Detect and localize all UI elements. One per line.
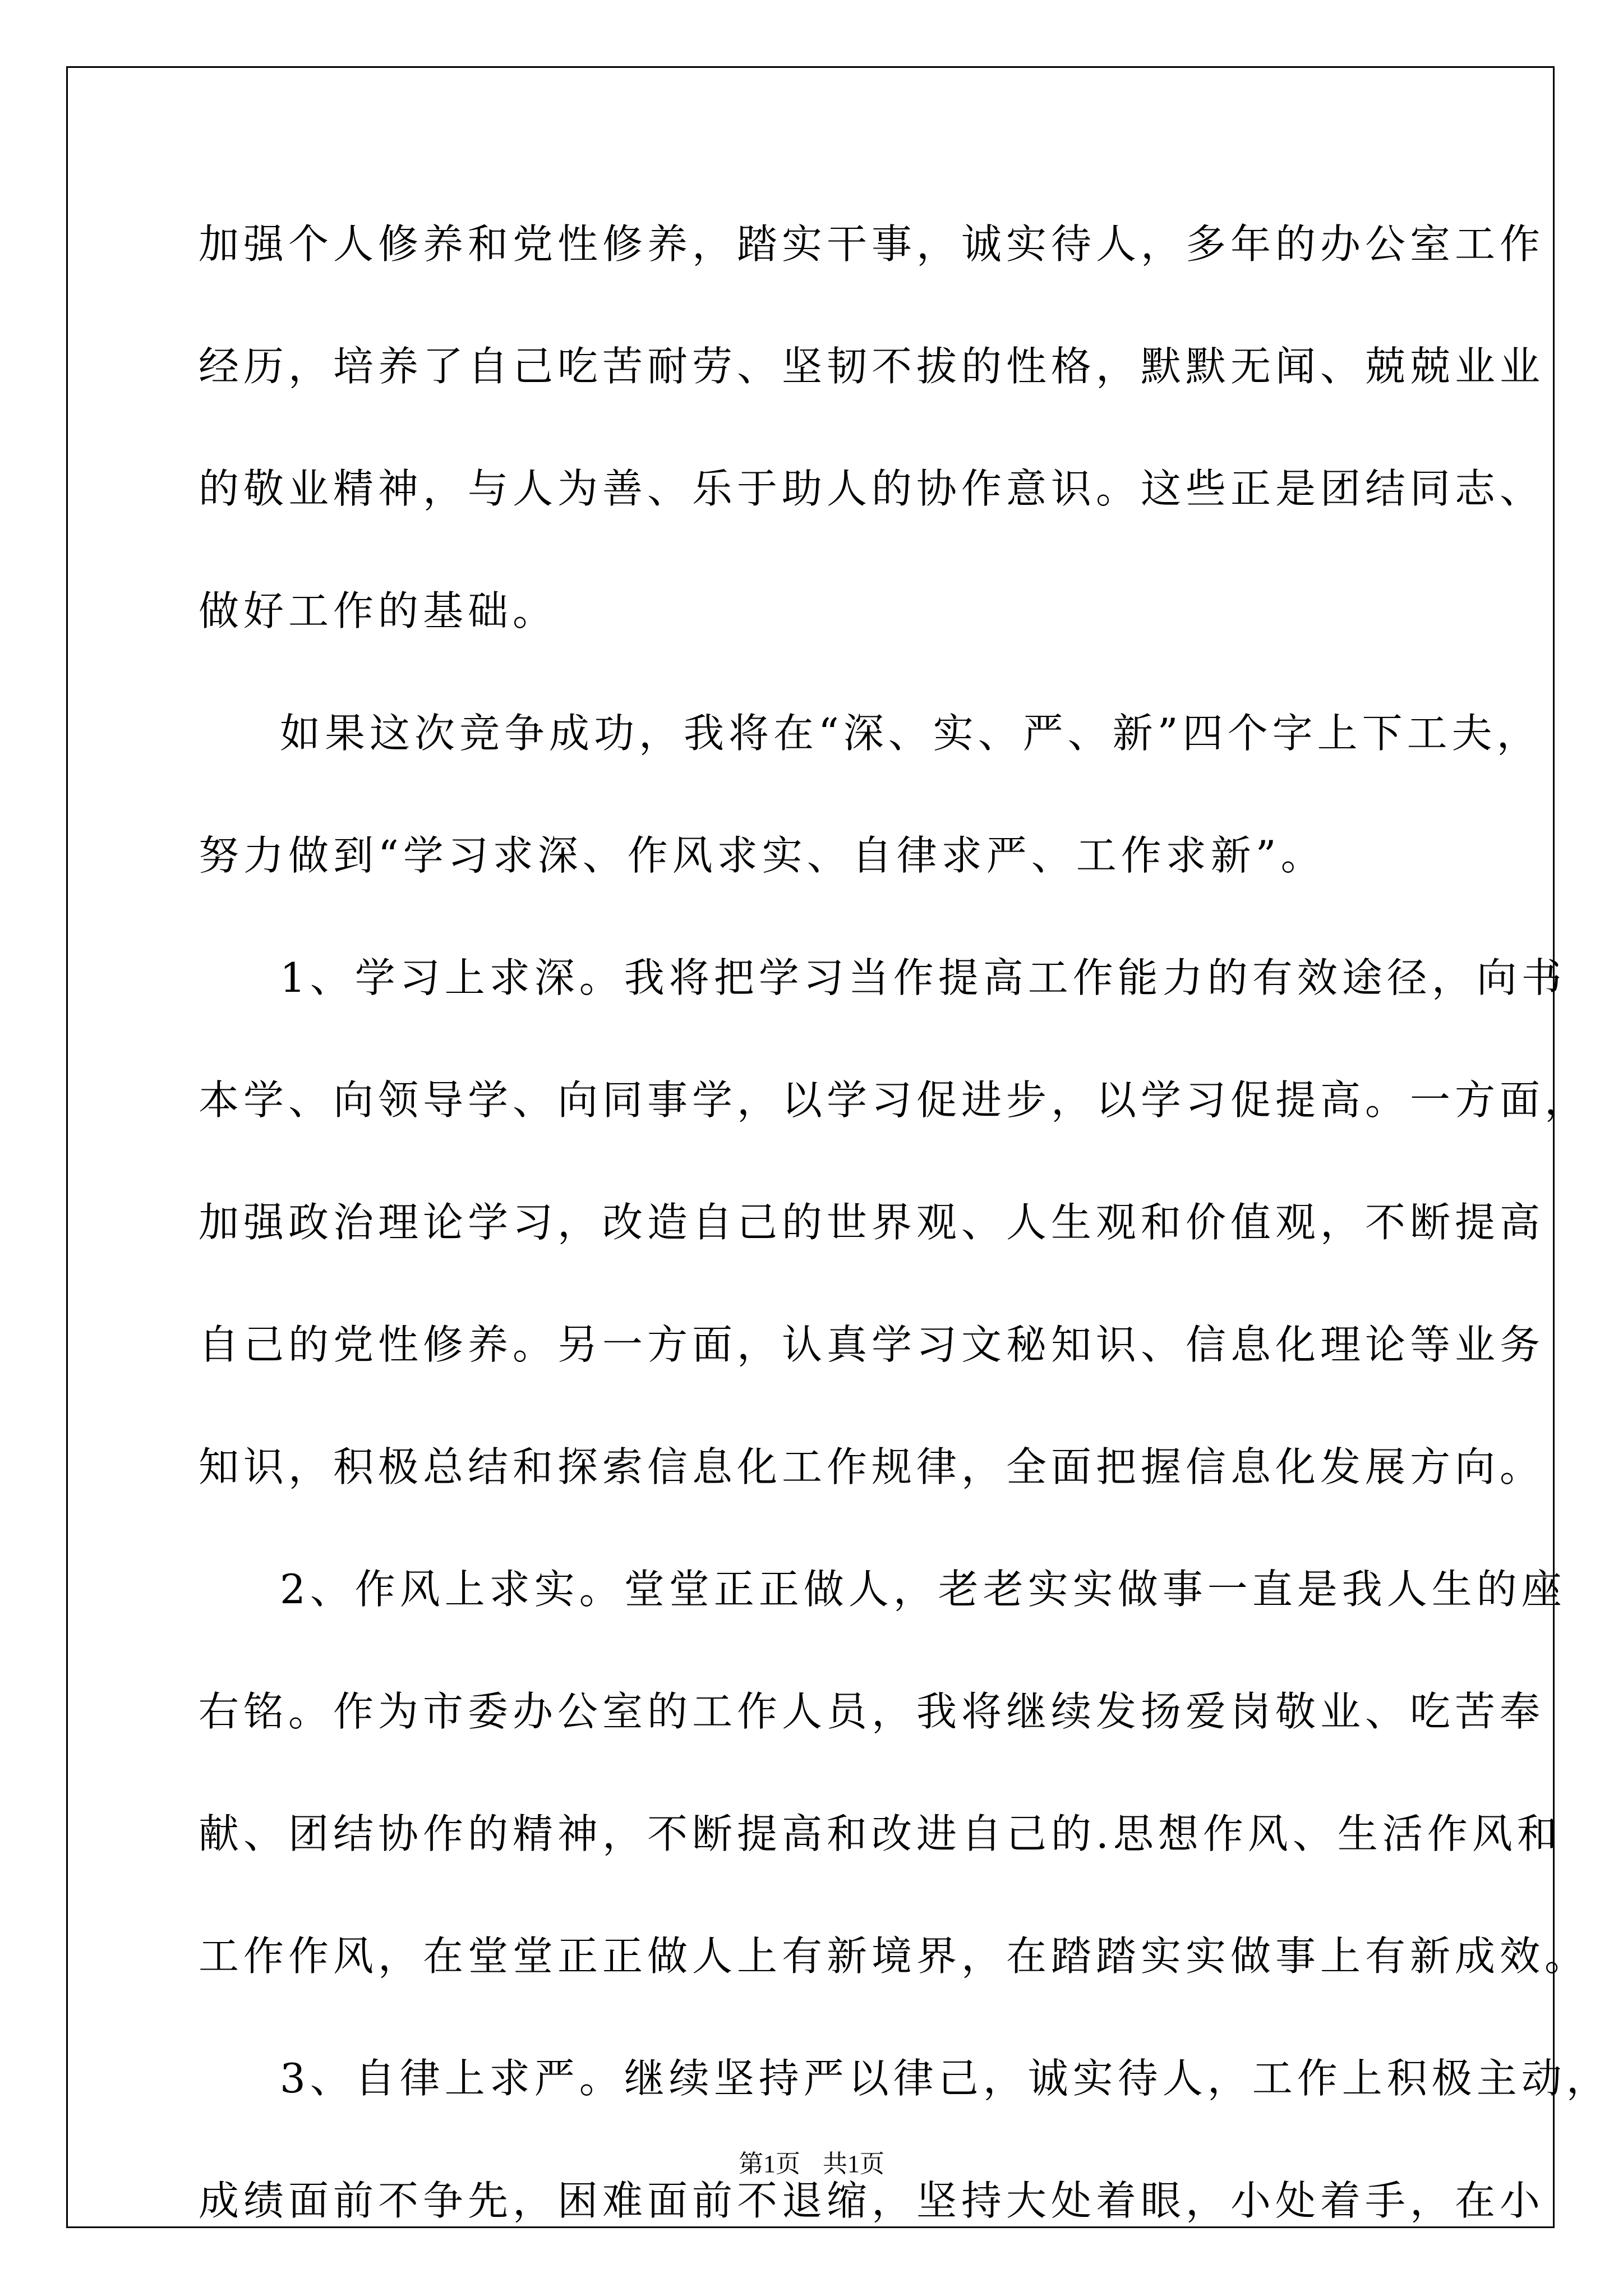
page-number: 第1页 — [739, 2150, 800, 2178]
text-line: 经历，培养了自己吃苦耐劳、坚韧不拔的性格，默默无闻、兢兢业业 — [199, 343, 1545, 390]
text-line: 努力做到“学习求深、作风求实、自律求严、工作求新”。 — [199, 832, 1326, 879]
text-line: 知识，积极总结和探索信息化工作规律，全面把握信息化发展方向。 — [199, 1443, 1545, 1490]
text-line: 的敬业精神，与人为善、乐于助人的协作意识。这些正是团结同志、 — [199, 465, 1545, 512]
text-line: 自己的党性修养。另一方面，认真学习文秘知识、信息化理论等业务 — [199, 1321, 1545, 1368]
text-line: 献、团结协作的精神，不断提高和改进自己的.思想作风、生活作风和 — [199, 1810, 1562, 1857]
text-line: 右铭。作为市委办公室的工作人员，我将继续发扬爱岗敬业、吃苦奉 — [199, 1688, 1545, 1735]
text-line: 做好工作的基础。 — [199, 587, 558, 634]
text-line: 1、学习上求深。我将把学习当作提高工作能力的有效途径，向书 — [280, 954, 1566, 1001]
page-total: 共1页 — [823, 2150, 884, 2178]
text-line: 加强政治理论学习，改造自己的世界观、人生观和价值观，不断提高 — [199, 1199, 1545, 1246]
text-line: 工作作风，在堂堂正正做人上有新境界，在踏踏实实做事上有新成效。 — [199, 1932, 1590, 1980]
text-line: 如果这次竞争成功，我将在“深、实、严、新”四个字上下工夫， — [280, 710, 1542, 757]
text-line: 成绩面前不争先，困难面前不退缩，坚持大处着眼，小处着手，在小 — [199, 2177, 1545, 2224]
text-line: 3、自律上求严。继续坚持严以律己，诚实待人，工作上积极主动， — [280, 2055, 1611, 2102]
page-footer — [0, 2148, 1623, 2180]
text-line: 本学、向领导学、向同事学，以学习促进步，以学习促提高。一方面， — [199, 1076, 1590, 1124]
text-line: 加强个人修养和党性修养，踏实干事，诚实待人，多年的办公室工作 — [199, 220, 1545, 268]
text-line: 2、作风上求实。堂堂正正做人，老老实实做事一直是我人生的座 — [280, 1566, 1566, 1613]
